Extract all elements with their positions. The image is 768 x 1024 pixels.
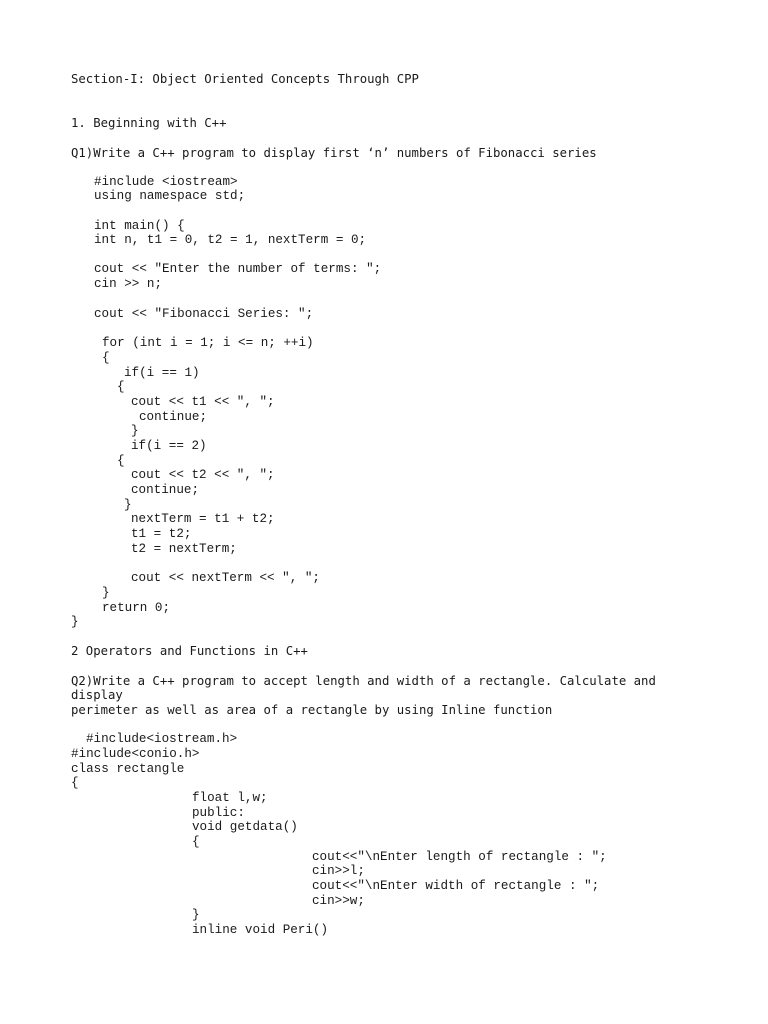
code-line: if(i == 2) <box>131 439 207 453</box>
question-1: Q1)Write a C++ program to display first ‘n’ numbers of Fibonacci series <box>71 146 597 160</box>
code-line: } <box>131 424 139 438</box>
code-line: using namespace std; <box>94 189 246 203</box>
code-line: { <box>102 351 110 365</box>
code-line: { <box>192 835 200 849</box>
code-line: class rectangle <box>71 762 185 776</box>
code-line: #include<iostream.h> <box>86 732 238 746</box>
code-line: cout << "Enter the number of terms: "; <box>94 262 382 276</box>
question-2-line: Q2)Write a C++ program to accept length and width of a rectangle. Calculate and <box>71 674 656 688</box>
code-line: } <box>71 615 79 629</box>
code-line: #include<conio.h> <box>71 747 200 761</box>
code-line: { <box>71 776 79 790</box>
section-title: Section-I: Object Oriented Concepts Through CPP <box>71 72 419 86</box>
code-line: { <box>117 380 125 394</box>
code-line: cout << t2 << ", "; <box>131 468 275 482</box>
code-line: } <box>192 908 200 922</box>
code-line: cout << "Fibonacci Series: "; <box>94 307 314 321</box>
code-line: cin>>w; <box>312 894 365 908</box>
code-line: cout << nextTerm << ", "; <box>131 571 320 585</box>
code-line: float l,w; <box>192 791 268 805</box>
question-2-line: display <box>71 688 123 702</box>
code-line: t1 = t2; <box>131 527 192 541</box>
code-line: void getdata() <box>192 820 298 834</box>
code-line: for (int i = 1; i <= n; ++i) <box>102 336 314 350</box>
code-line: continue; <box>131 483 200 497</box>
code-line: } <box>102 586 110 600</box>
code-line: nextTerm = t1 + t2; <box>131 512 275 526</box>
code-line: continue; <box>139 410 208 424</box>
chapter-1-heading: 1. Beginning with C++ <box>71 116 227 130</box>
code-line: public: <box>192 806 245 820</box>
code-line: inline void Peri() <box>192 923 329 937</box>
code-line: return 0; <box>102 601 171 615</box>
code-line: } <box>124 498 132 512</box>
code-line: cin >> n; <box>94 277 163 291</box>
code-line: { <box>117 454 125 468</box>
code-line: t2 = nextTerm; <box>131 542 237 556</box>
code-line: #include <iostream> <box>94 175 238 189</box>
code-line: cout<<"\nEnter width of rectangle : "; <box>312 879 600 893</box>
chapter-2-heading: 2 Operators and Functions in C++ <box>71 644 308 658</box>
code-line: int main() { <box>94 219 185 233</box>
code-line: int n, t1 = 0, t2 = 1, nextTerm = 0; <box>94 233 367 247</box>
question-2-line: perimeter as well as area of a rectangle by using Inline function <box>71 703 553 717</box>
code-line: cout << t1 << ", "; <box>131 395 275 409</box>
code-line: cin>>l; <box>312 864 365 878</box>
code-line: if(i == 1) <box>124 366 200 380</box>
code-line: cout<<"\nEnter length of rectangle : "; <box>312 850 607 864</box>
